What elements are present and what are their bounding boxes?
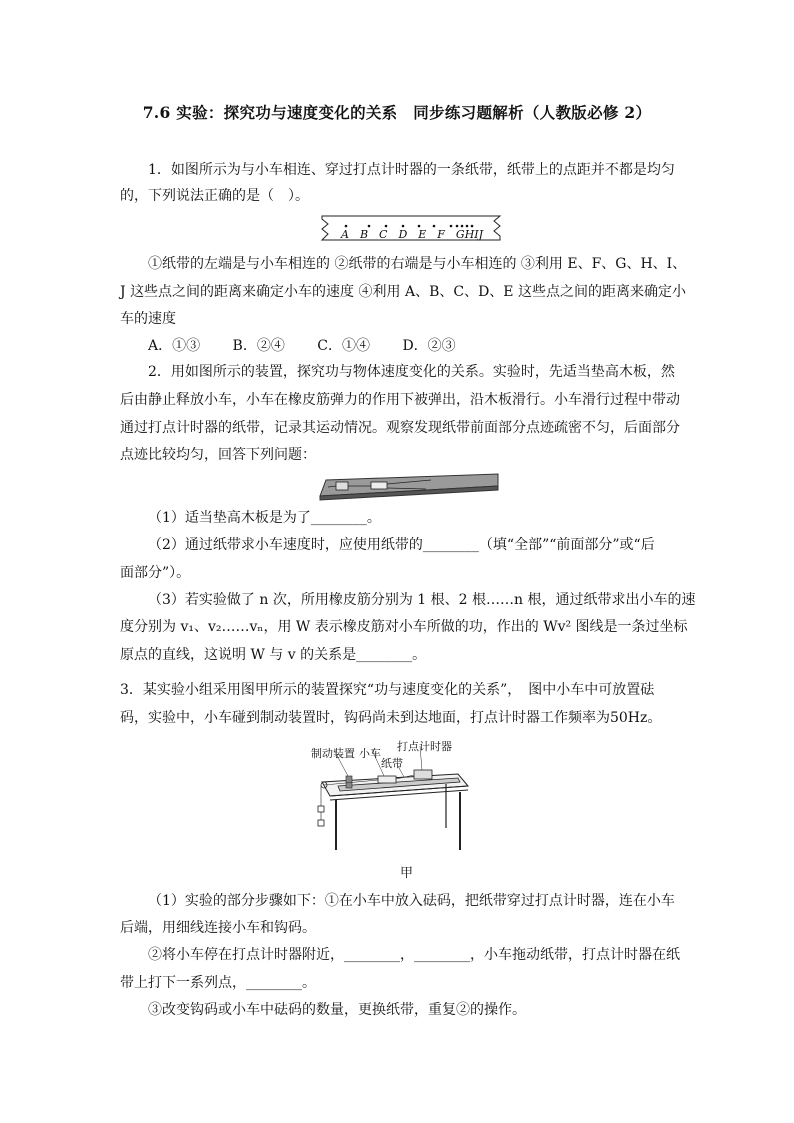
q1-text-line-1: 1．如图所示为与小车相连、穿过打点计时器的一条纸带，纸带上的点距并不都是均匀 xyxy=(148,162,675,178)
q3-step-2-line-1: ②将小车停在打点计时器附近，________，________，小车拖动纸带，打点计时器在纸 xyxy=(148,947,680,963)
q3-text-line-1: 3．某实验小组采用图甲所示的装置探究“功与速度变化的关系”， 图中小车中可放置砝 xyxy=(120,682,655,698)
q1-options: A．①③ B．②④ C．①④ D．②③ xyxy=(148,338,456,354)
q2-part-2-line-2: 面部分”）。 xyxy=(120,565,191,581)
q3-step-1-line-1: （1）实验的部分步骤如下：①在小车中放入砝码，把纸带穿过打点计时器，连在小车 xyxy=(148,893,675,909)
q2-part-3-line-1: （3）若实验做了 n 次，所用橡皮筋分别为 1 根、2 根……n 根，通过纸带求出小车的速 xyxy=(148,592,696,608)
q2-part-2-line-1: （2）通过纸带求小车速度时，应使用纸带的________（填“全部”“前面部分”或“后 xyxy=(148,537,655,553)
q2-text-line-3: 通过打点计时器的纸带，记录其运动情况。观察发现纸带前面部分点迹疏密不匀，后面部分 xyxy=(120,420,680,436)
q3-step-3: ③改变钩码或小车中砝码的数量，更换纸带，重复②的操作。 xyxy=(148,1002,526,1018)
q3-step-1-line-2: 后端，用细线连接小车和钩码。 xyxy=(120,920,316,936)
q2-part-3-line-2: 度分别为 v₁、v₂……vₙ，用 W 表示橡皮筋对小车所做的功，作出的 Wv² 图线是一条过坐标 xyxy=(120,619,688,635)
page-title: 7.6 实验：探究功与速度变化的关系 同步练习题解析（人教版必修 2） xyxy=(142,103,652,122)
label-brake: 制动装置 xyxy=(311,747,355,760)
q1-text-line-2: 的，下列说法正确的是（ ）。 xyxy=(120,188,309,204)
tape-point-labels: A B C D E F GHIJ xyxy=(341,228,484,241)
q2-part-1: （1）适当垫高木板是为了________。 xyxy=(148,510,381,526)
q1-statement-3: 车的速度 xyxy=(120,311,176,327)
q2-text-line-1: 2．用如图所示的装置，探究功与物体速度变化的关系。实验时，先适当垫高木板，然 xyxy=(148,364,675,380)
q1-statement-1: ①纸带的左端是与小车相连的 ②纸带的右端是与小车相连的 ③利用 E、F、G、H、I、 xyxy=(148,256,687,272)
q3-text-line-2: 码，实验中，小车碰到制动装置时，钩码尚未到达地面，打点计时器工作频率为50Hz。 xyxy=(120,710,662,726)
figure-caption: 甲 xyxy=(400,866,414,881)
q2-part-3-line-3: 原点的直线，这说明 W 与 v 的关系是________。 xyxy=(120,647,427,663)
rubber-band-apparatus-figure xyxy=(316,470,502,502)
q2-text-line-4: 点迹比较均匀，回答下列问题： xyxy=(120,447,316,463)
label-car: 小车 xyxy=(359,747,381,760)
label-timer: 打点计时器 xyxy=(397,740,452,753)
label-tape: 纸带 xyxy=(381,757,403,770)
q1-statement-2: J 这些点之间的距离来确定小车的速度 ④利用 A、B、C、D、E 这些点之间的距离来确定小 xyxy=(120,284,686,300)
q2-text-line-2: 后由静止释放小车，小车在橡皮筋弹力的作用下被弹出，沿木板滑行。小车滑行过程中带动 xyxy=(120,392,680,408)
q3-step-2-line-2: 带上打下一系列点，________。 xyxy=(120,975,316,991)
